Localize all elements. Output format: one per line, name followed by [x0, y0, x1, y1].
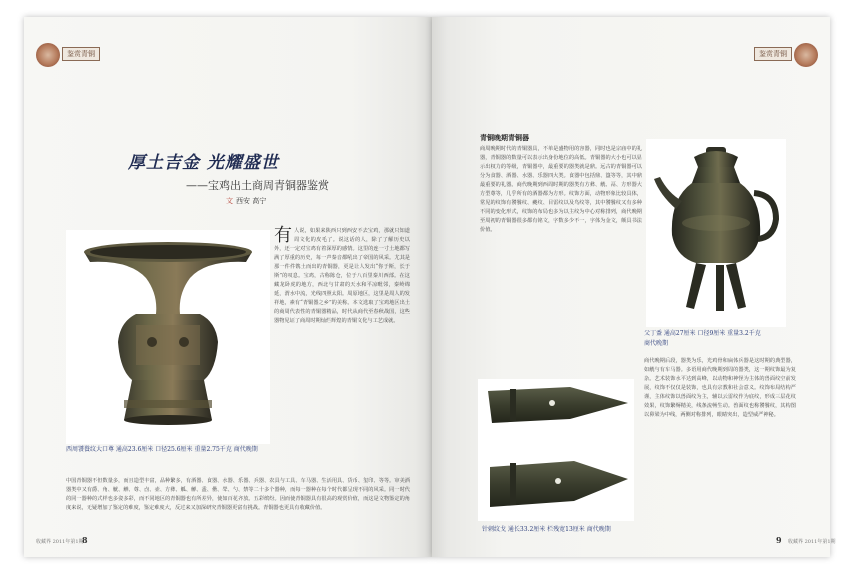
drop-cap: 有	[274, 225, 292, 246]
ge-blades-photo	[478, 379, 634, 521]
right-footer: 收藏界 2011年第1期	[788, 539, 836, 545]
article-title: 厚土吉金 光耀盛世	[128, 153, 279, 173]
he-caption-line1: 父丁盉 通高27厘米 口径9厘米 重量3.2千克	[644, 330, 761, 337]
column-paragraph: 人说，如果来陕西只到西安不去宝鸡，那就只知道周文化的皮毛了。说这话的人，除了了解历史以外，还一定对宝鸡有着深厚的感情。这里的连一寸土地都写满了厚重的历史，每一声秦音都吼出了帝国的风采。尤其是那一件件镌土而出的青铜器，更是让人发出“你于斯，长于斯”的叹息。宝鸡，古称陈仓，位于八百里秦川西部。在这藏龙卧虎的地方，西北与甘肃的天水和平凉毗邻，秦岭绵延，渭水中流，光线四照太阳。周原地区，这里是周人的发祥地，素有“青铜器之乡”的美称。本文选取了宝鸡地区出土的商周代表性的青铜器精品，时代从商代至春秋战国，这些器物见证了商周时期灿烂辉煌的青铜文化与工艺成就。	[274, 228, 410, 324]
section-heading: 青铜晚期青铜器	[480, 133, 529, 142]
section-tag-right: 鉴赏青铜	[754, 47, 792, 61]
left-page-number: 8	[82, 535, 88, 545]
section-tag: 鉴赏青铜	[62, 47, 100, 61]
article-column-text	[274, 227, 410, 475]
left-footer: 收藏界 2011年第1期	[36, 539, 84, 545]
magazine-logo-icon-right	[794, 43, 818, 67]
author-tag: 文	[226, 197, 233, 205]
he-vessel-photo	[646, 139, 786, 327]
left-page	[24, 17, 432, 557]
author-line	[226, 196, 266, 206]
zun-vessel-photo	[66, 230, 270, 444]
he-caption-line2: 商代晚期	[644, 340, 669, 347]
ge-caption: 针刺纹戈 通长33.2厘米 栏残宽13厘米 商代晚期	[482, 526, 611, 533]
right-column-1-text: 商周晚期时代的青铜器具，不单是盛物用的容器，同时也是宗庙中的礼器，青铜器的数量可以表示出身份地位的高低。青铜器的大小也可以显示出权力的等级，青铜器中，最重要的器类就是鼎。远古的青铜器可以分为食器、酒器、水器、乐器四大类。食器中包括鼎、簋等等，其中鼎最重要的礼器。商代晚期到西周时期的器类有方彝、觥、鬲、方形器大方型尊等，几乎所有的酒器都为方形。纹饰方面，动物形象比较具体，常见的纹饰有饕餮纹、夔纹、目雷纹以及鸟纹等，其中饕餮纹又有多种不同的变化形式，纹饰的布局也多为以主纹为中心对称排列，商代晚期至周初的青铜器很多都有铭文，字数多少不一，字体为金文，颇具书法价值。	[480, 146, 642, 233]
right-page-number: 9	[776, 535, 782, 545]
magazine-logo-icon	[36, 43, 60, 67]
zun-caption: 西周饕餮纹大口尊 通高23.6厘米 口径25.6厘米 重量2.75千克 商代晚期	[66, 446, 258, 453]
author-name: 西安 高宁	[236, 197, 267, 205]
right-page	[432, 17, 836, 557]
bottom-paragraph: 中国青铜器不但数量多，而且造型丰富，品种繁多，有酒器、食器、水器、乐器、兵器、农具与工具、车马器、生活用具、货币、玺印、等等。审美酒器类中又有爵、角、觥、觯、尊、卣、壶、方彝、觚、觯、盉、罍、斝、勺、禁等二十多个器种，而每一器种在每个时代都呈现不同的风采。同一时代的同一器种的式样也多姿多彩，而不同地区的青铜器也有所差异，使如百花齐放。五彩缤纷。因而使青铜器具有很高的观赏价值，而这是文物鉴定的角度来说，无疑增加了鉴定的难度，鉴定难度大，反过来又加深研究青铜器更富有挑战。青铜器也更具有收藏价值。	[66, 478, 410, 511]
article-subtitle: ——宝鸡出土商周青铜器鉴赏	[186, 179, 329, 192]
right-column-2-text: 商代晚期后段，器类为乐，光鸡骨和扁体兵器是这时期的典型器，如觥与有车马器。多语用商代晚期到周的器类，这一期纹饰最为复杂。艺术装饰水平达到高峰，以动物和神怪为主体的兽面纹空前发展，纹饰不仅仅是装饰，也具有宗教和社会意义。纹饰布局结构严谨，主体纹饰以兽面纹为主，辅以云雷纹作为底纹，形成三层花纹效果，纹饰繁缛精美，线条流畅生动。兽面纹也称饕餮纹，其构图以鼻梁为中线，两侧对称排列，眼睛突出，造型威严神秘。	[644, 358, 796, 418]
